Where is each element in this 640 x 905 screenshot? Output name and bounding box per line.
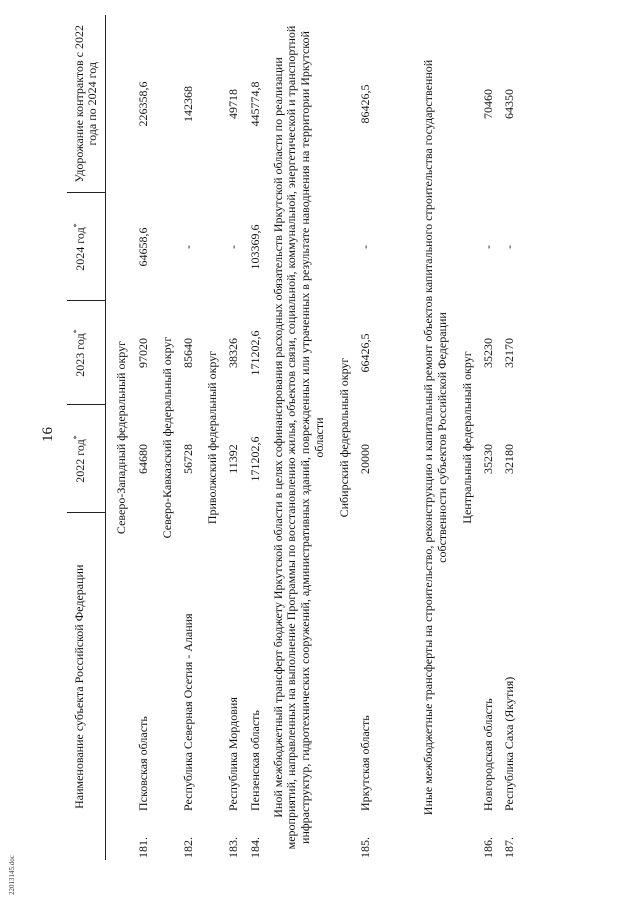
value-2023: 38326 [226,338,241,368]
region-name: Новгородская область [481,698,496,811]
value-2023: 35230 [481,338,496,368]
value-total: 64350 [502,89,517,119]
value-2024: - [502,245,517,249]
table-row [353,15,374,860]
region-name: Республика Саха (Якутия) [502,676,517,811]
group-nw: Северо-Западный федеральный округ [114,340,129,535]
group-row [106,15,131,860]
value-total: 226358,6 [135,81,150,127]
value-2024: 64658,6 [135,227,150,267]
region-name: Псковская область [135,716,150,811]
row-number: 183. [226,837,241,858]
note-irkutsk: Иной межбюджетный трансферт бюджету Иркутской области в целях софинансирования расходных обязательств Иркутской области по реализации мероприятий, направленных на выполнение Программы по восстановлению жилья, объектов связи, социальной, коммунальной, энергетической и транспортной инфраструктур, гидротехнических сооружений, административных зданий, поврежденных или утраченных в результате наводнения на территории Иркутской области [270,25,327,850]
value-2022: 20000 [358,444,373,474]
value-2024: - [180,245,195,249]
group-row [452,15,476,860]
note-other-transfers: Иные межбюджетные трансферты на строительство, реконструкцию и капитальный ремонт объектов капитального строительства государственной собственности субъектов Российской Федерации [421,59,450,816]
document-code: 22013145.doc [8,855,16,895]
group-central: Центральный федеральный округ [459,351,474,524]
row-number: 187. [502,837,517,858]
header-2022: 2022 год* [67,405,106,513]
header-2024: 2024 год* [67,193,106,301]
table-row [243,15,264,860]
spacer-row [374,15,414,860]
region-name: Пензенская область [247,710,262,811]
value-2023: 32170 [502,338,517,368]
value-2024: - [226,245,241,249]
value-2024: 103369,6 [247,224,262,270]
row-number: 186. [481,837,496,858]
value-2022: 56728 [180,444,195,474]
header-2023: 2023 год* [67,301,106,405]
value-2023: 97020 [135,338,150,368]
value-total: 445774,8 [247,81,262,127]
row-number: 181. [135,837,150,858]
note-row [264,15,329,860]
value-total: 70460 [481,89,496,119]
row-number: 184. [247,837,262,858]
value-2024: - [358,245,373,249]
value-total: 142368 [180,86,195,122]
value-total: 86426,5 [358,84,373,124]
value-2023: 66426,5 [358,333,373,373]
group-row [329,15,353,860]
group-row [152,15,176,860]
group-volga: Приволжский федеральный округ [205,350,220,525]
header-total: Удорожание контрактов с 2022 года по 2024 год [67,15,106,193]
group-siberia: Сибирский федеральный округ [336,357,351,518]
value-total: 49718 [226,89,241,119]
value-2024: - [481,245,496,249]
region-name: Республика Северная Осетия - Алания [180,613,195,811]
page-number: 16 [40,427,56,442]
row-number: 182. [180,837,195,858]
value-2022: 11392 [226,444,241,474]
value-2023: 85640 [180,338,195,368]
row-number: 185. [358,837,373,858]
table-row [221,15,242,860]
table-header-row [67,15,106,860]
table-row [131,15,152,860]
rotated-table-page [67,15,632,860]
header-region: Наименование субъекта Российской Федерации [67,513,106,860]
value-2023: 171202,6 [247,330,262,376]
region-name: Республика Мордовия [226,697,241,811]
value-2022: 171202,6 [247,436,262,482]
note-row [414,15,452,860]
region-name: Иркутская область [358,715,373,811]
group-nc: Северо-Кавказский федеральный округ [159,336,174,539]
table-row [476,15,497,860]
value-2022: 35230 [481,444,496,474]
value-2022: 64680 [135,444,150,474]
budget-table [67,15,518,860]
table-row [497,15,518,860]
value-2022: 32180 [502,444,517,474]
group-row [197,15,221,860]
table-row [176,15,197,860]
